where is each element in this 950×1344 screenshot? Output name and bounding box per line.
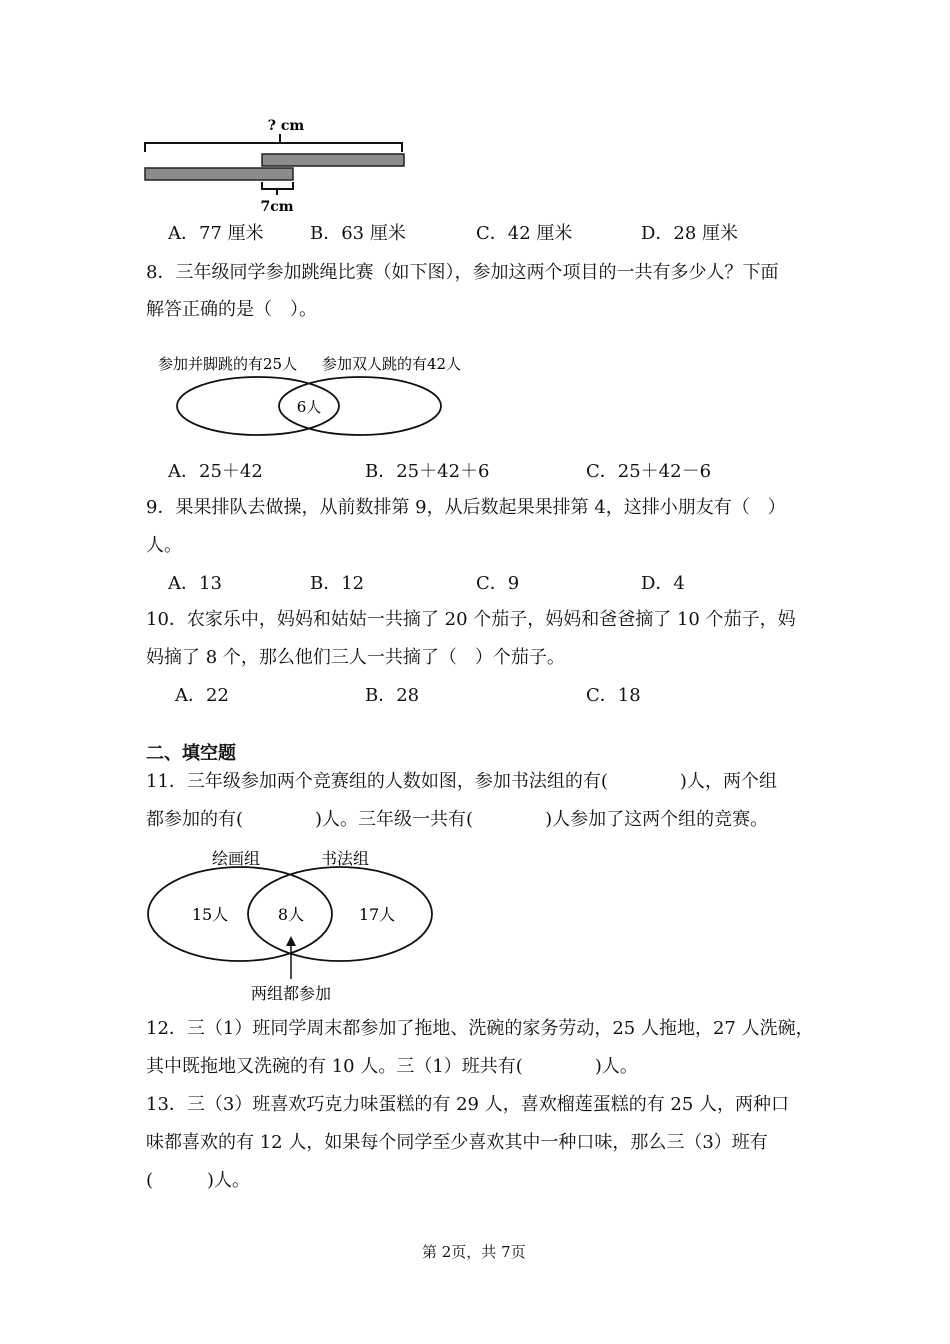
q11-arrow-head — [286, 936, 296, 946]
q8-stem-line2: 解答正确的是（ ）。 — [146, 299, 317, 320]
q10-option-c[interactable]: C．18 — [586, 685, 641, 706]
q11-venn-figure — [140, 842, 450, 1007]
q7-top-brace — [145, 134, 402, 152]
q9-option-c[interactable]: C．9 — [476, 573, 520, 594]
q10-option-b[interactable]: B．28 — [365, 685, 420, 706]
q11-stem-line2: 都参加的有( )人。三年级一共有( )人参加了这两个组的竞赛。 — [146, 809, 769, 830]
q12-stem-line2: 其中既拖地又洗碗的有 10 人。三（1）班共有( )人。 — [146, 1056, 638, 1077]
q8-venn-figure — [150, 345, 480, 445]
q7-bars-figure — [140, 112, 420, 217]
q7-option-c[interactable]: C．42 厘米 — [476, 223, 573, 244]
q8-stem-line1: 8．三年级同学参加跳绳比赛（如下图），参加这两个项目的一共有多少人？下面 — [146, 262, 779, 283]
q7-bottom-label: 7cm — [260, 199, 294, 215]
q11-left-title: 绘画组 — [212, 849, 261, 868]
q7-bar-upper — [262, 154, 404, 166]
q11-center-value: 8人 — [277, 905, 305, 924]
q7-bar-lower — [145, 168, 293, 180]
q11-left-value: 15人 — [191, 905, 229, 924]
q9-option-d[interactable]: D．4 — [641, 573, 685, 594]
q11-right-title: 书法组 — [321, 849, 370, 868]
q13-stem-line1: 13．三（3）班喜欢巧克力味蛋糕的有 29 人，喜欢榴莲蛋糕的有 25 人，两种口 — [146, 1094, 790, 1115]
q11-arrow-label: 两组都参加 — [250, 984, 332, 1003]
q11-left-ellipse — [148, 867, 332, 961]
q10-stem-line2: 妈摘了 8 个，那么他们三人一共摘了（ ）个茄子。 — [146, 647, 565, 668]
q8-option-c[interactable]: C．25＋42－6 — [586, 461, 712, 482]
q9-stem-line1: 9．果果排队去做操，从前数排第 9，从后数起果果排第 4，这排小朋友有（ ） — [146, 497, 786, 518]
q8-option-a[interactable]: A．25＋42 — [168, 461, 263, 482]
q9-stem-line2: 人。 — [146, 535, 182, 556]
q7-option-d[interactable]: D．28 厘米 — [641, 223, 739, 244]
q10-stem-line1: 10．农家乐中，妈妈和姑姑一共摘了 20 个茄子，妈妈和爸爸摘了 10 个茄子，妈 — [146, 609, 796, 630]
q8-left-label: 参加并脚跳的有25人 — [158, 355, 298, 373]
page-footer: 第 2页，共 7页 — [422, 1243, 526, 1261]
q8-right-label: 参加双人跳的有42人 — [322, 355, 462, 373]
q8-option-b[interactable]: B．25＋42＋6 — [365, 461, 490, 482]
q8-center-label: 6人 — [296, 398, 322, 416]
q11-right-ellipse — [248, 867, 432, 961]
q7-option-b[interactable]: B．63 厘米 — [310, 223, 406, 244]
q7-bottom-brace — [262, 182, 293, 195]
section-title-fill-blank: 二、填空题 — [146, 743, 236, 764]
q12-stem-line1: 12．三（1）班同学周末都参加了拖地、洗碗的家务劳动，25 人拖地，27 人洗碗， — [146, 1018, 814, 1039]
q7-option-a[interactable]: A．77 厘米 — [168, 223, 264, 244]
q13-stem-line3: ( )人。 — [146, 1170, 251, 1191]
q7-top-label: ? cm — [267, 118, 305, 134]
q11-stem-line1: 11．三年级参加两个竞赛组的人数如图，参加书法组的有( )人，两个组 — [146, 771, 777, 792]
q9-option-a[interactable]: A．13 — [168, 573, 222, 594]
q11-right-value: 17人 — [358, 905, 396, 924]
q9-option-b[interactable]: B．12 — [310, 573, 365, 594]
q13-stem-line2: 味都喜欢的有 12 人，如果每个同学至少喜欢其中一种口味，那么三（3）班有 — [146, 1132, 768, 1153]
q10-option-a[interactable]: A．22 — [175, 685, 229, 706]
